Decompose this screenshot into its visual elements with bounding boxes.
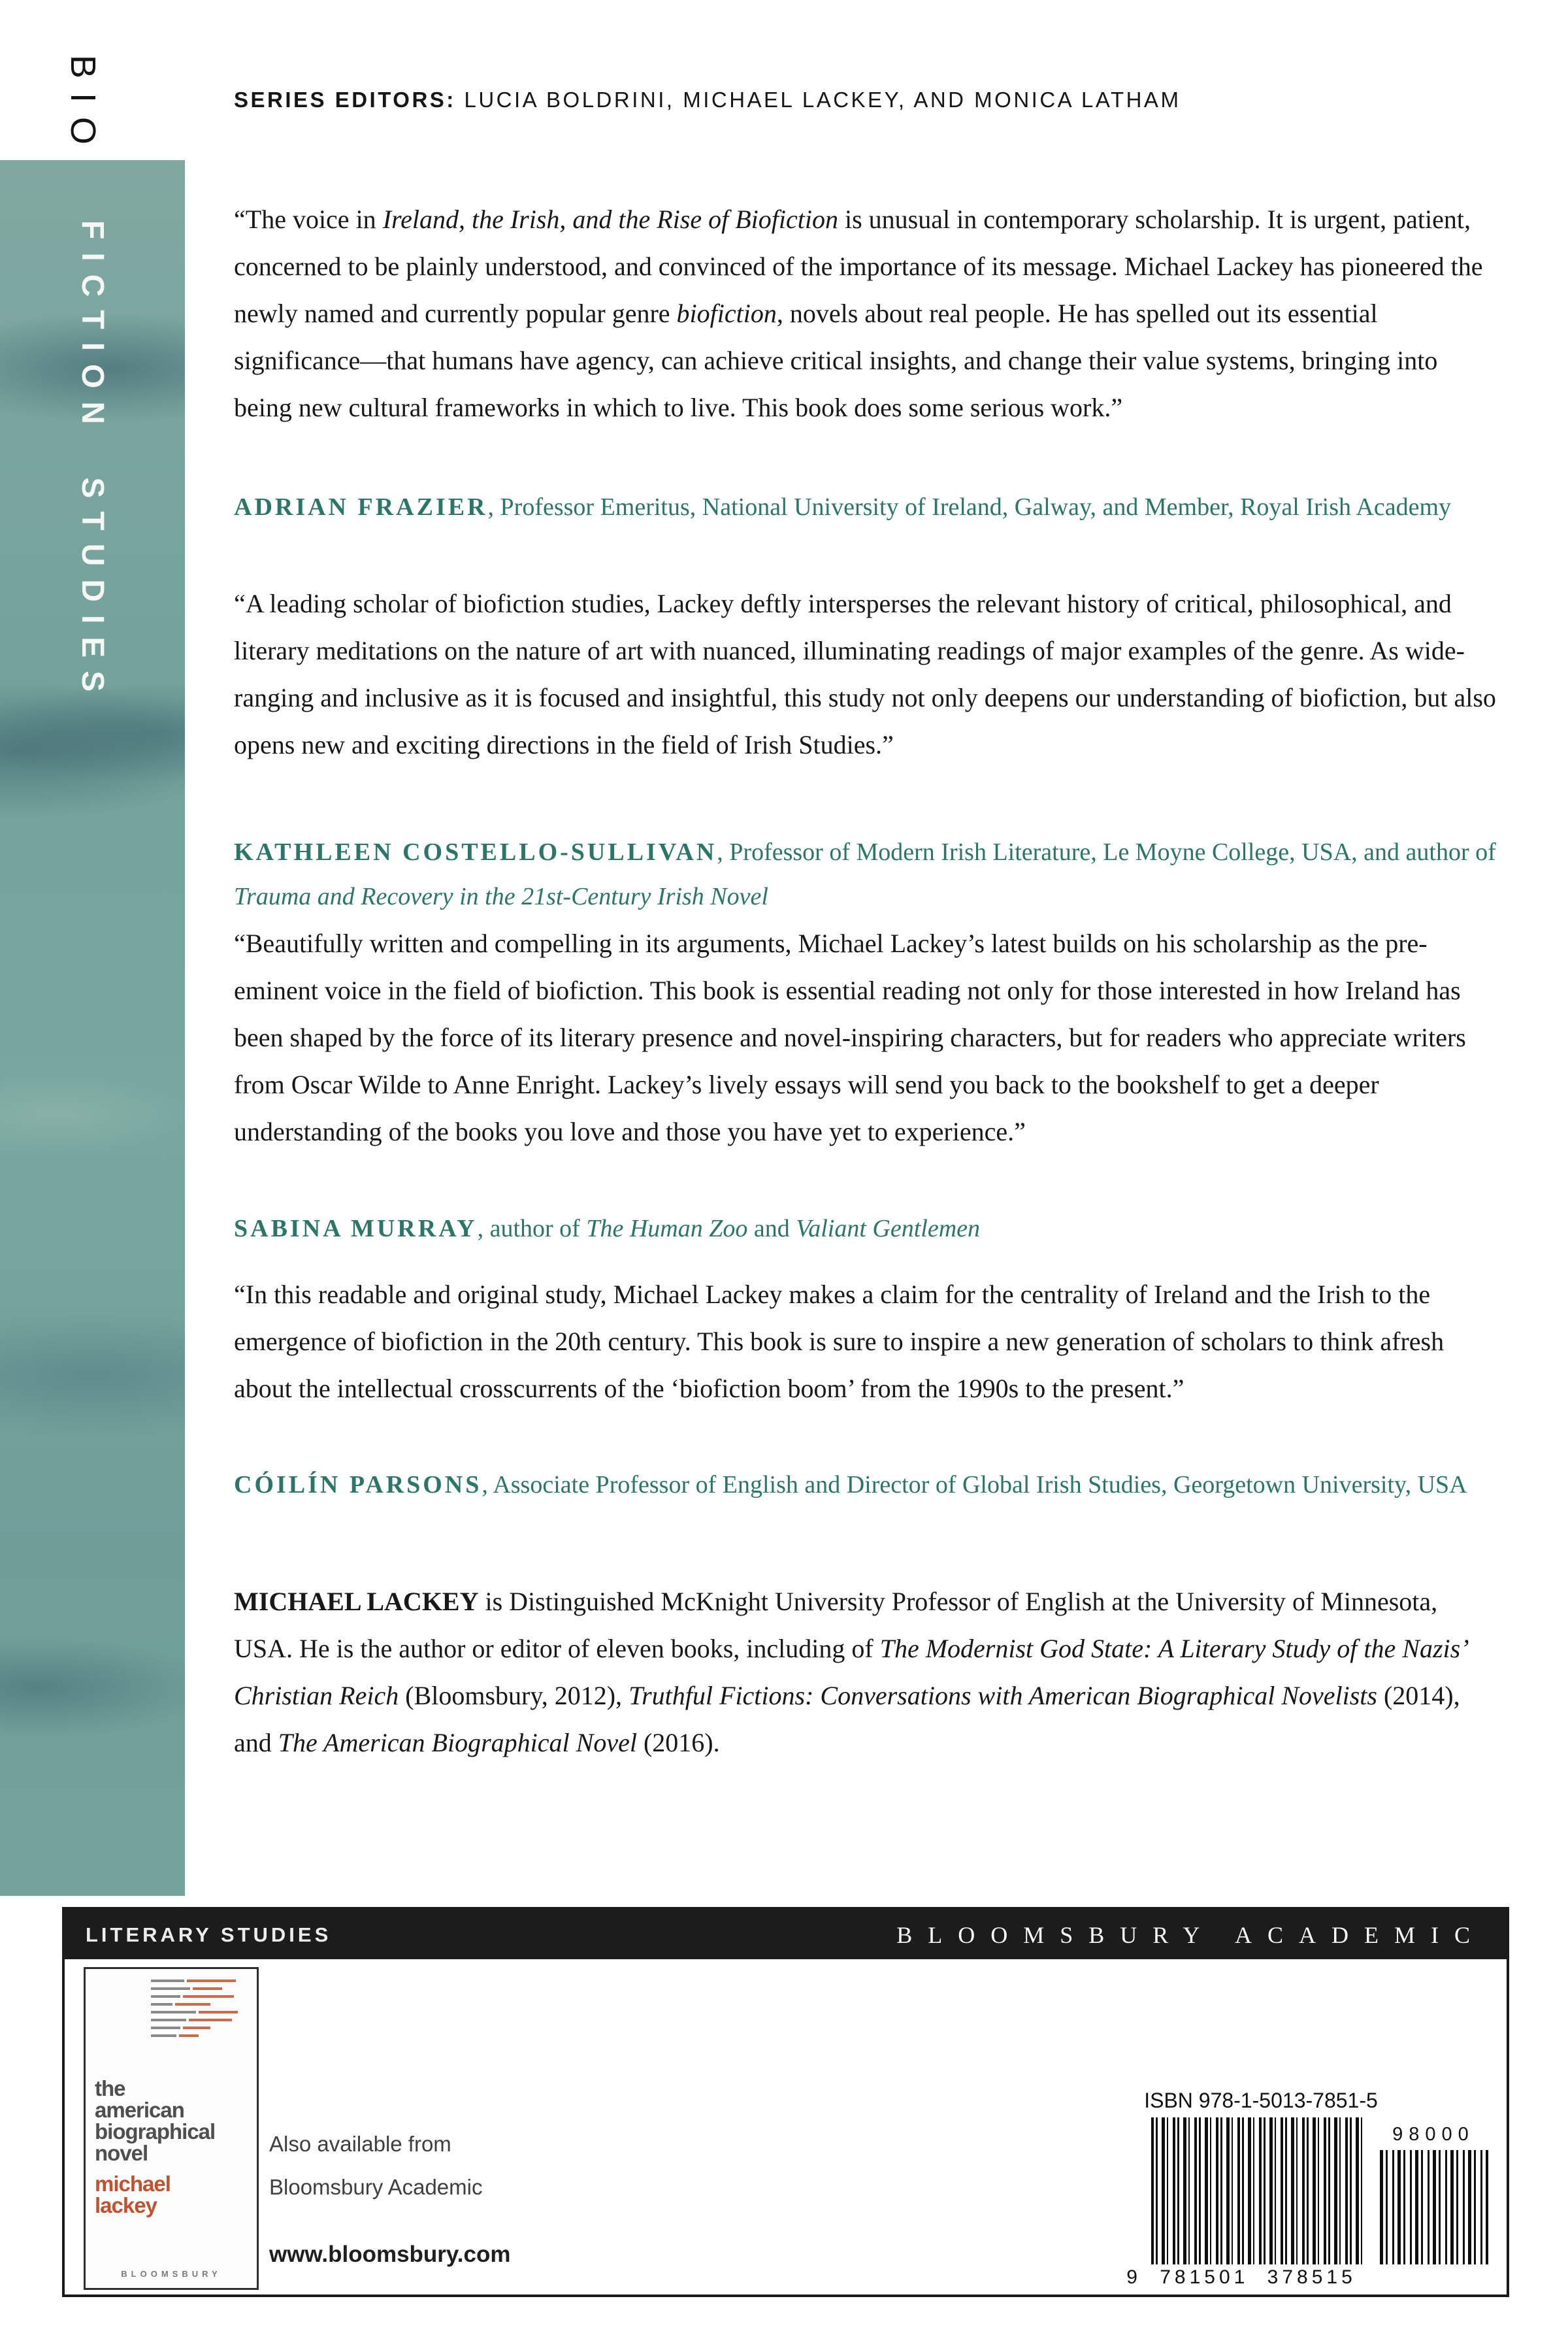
quote-3: “Beautifully written and compelling in its arguments, Michael Lackey’s latest builds on his scholarship as the pre-eminent voice in the field of biofiction. This book is essential reading not only for those interested in how Ireland has been shaped by the force of its literary presence and novel-inspiring characters, but for readers who appreciate writers from Oscar Wilde to Anne Enright. Lackey’s lively essays will send you back to the bookshelf to get a deeper understanding of the books you love and those you have yet to experience.” [234,929,1466,1146]
thumbnail-author: michael lackey [95,2172,171,2217]
also-available-line2: Bloomsbury Academic [269,2175,483,2199]
thumbnail-title: the american biographical novel [95,2076,216,2165]
website-url: www.bloomsbury.com [269,2242,511,2267]
quote-1: “The voice in Ireland, the Irish, and the Rise of Biofiction is unusual in contemporary scholarship. It is urgent, patient, concerned to be plainly understood, and convinced of the importance of its message. Michael Lackey has pioneered the newly named and currently popular genre biofiction, novels about real people. He has spelled out its essential significance—that humans have agency, can achieve critical insights, and change their value systems, bringing into being new cultural frameworks in which to live. This book does some serious work.” [234,205,1483,422]
attribution-4: CÓILÍN PARSONS, Associate Professor of English and Director of Global Irish Studies, Georgetown University, USA [234,1471,1467,1499]
barcode-supplement-code: 98000 [1392,2124,1475,2145]
barcode-digits: 9 781501 378515 [1126,2266,1356,2288]
publisher-label: BLOOMSBURY ACADEMIC [896,1922,1486,1948]
series-bio-label: BIO [63,55,103,159]
category-bar [62,1907,1509,1959]
attribution-3: SABINA MURRAY, author of The Human Zoo and Valiant Gentlemen [234,1215,981,1242]
thumbnail-quote-lines [151,1979,249,2042]
watercolor-strip [0,160,185,1896]
series-strip-label: FICTION STUDIES [75,220,110,705]
thumbnail-cover [84,1967,259,2290]
quote-4: “In this readable and original study, Michael Lackey makes a claim for the centrality of Ireland and the Irish to the emergence of biofiction in the 20th century. This book is sure to inspire a new generation of scholars to think afresh about the intellectual crosscurrents of the ‘biofiction boom’ from the 1990s to the present.” [234,1280,1445,1403]
series-editors-line: SERIES EDITORS: LUCIA BOLDRINI, MICHAEL LACKEY, AND MONICA LATHAM [234,88,1181,112]
author-bio: MICHAEL LACKEY is Distinguished McKnight University Professor of English at the University of Minnesota, USA. He is the author or editor of eleven books, including of The Modernist God State: A Literary Study of the Nazis’ Christian Reich (Bloomsbury, 2012), Truthful Fictions: Conversations with American Biographical Novelists (2014), and The American Biographical Novel (2016). [234,1587,1467,1757]
barcode-main [1151,2117,1367,2264]
attribution-2: KATHLEEN COSTELLO-SULLIVAN, Professor of Modern Irish Literature, Le Moyne College, USA, and author of Trauma and Recovery in the 21st-Century Irish Novel [234,838,1496,910]
barcode-supplement [1380,2150,1488,2264]
thumbnail-publisher: BLOOMSBURY [121,2269,221,2279]
category-label: LITERARY STUDIES [86,1923,332,1946]
isbn-label: ISBN 978-1-5013-7851-5 [1144,2089,1378,2112]
quote-2: “A leading scholar of biofiction studies, Lackey deftly intersperses the relevant history of critical, philosophical, and literary meditations on the nature of art with nuanced, illuminating readings of major examples of the genre. As wide-ranging and inclusive as it is focused and insightful, this study not only deepens our understanding of biofiction, but also opens new and exciting directions in the field of Irish Studies.” [234,589,1496,759]
also-available-line1: Also available from [269,2132,451,2156]
attribution-1: ADRIAN FRAZIER, Professor Emeritus, National University of Ireland, Galway, and Member, Royal Irish Academy [234,493,1451,521]
